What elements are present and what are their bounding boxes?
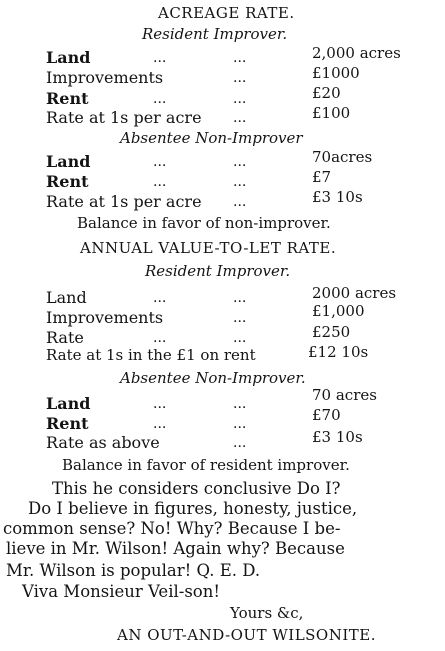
row-leader: ... [233,70,247,86]
row-leader: ... [233,310,247,326]
row-label: Land [46,152,91,171]
closing-line: lieve in Mr. Wilson! Again why? Because [6,539,345,558]
balance-note: Balance in favor of resident improver. [62,456,350,474]
row-leader: ... [153,416,167,432]
row-value: £1000 [312,64,360,82]
row-label: Improvements [46,68,164,87]
row-leader: ... [233,330,247,346]
closing-line: Mr. Wilson is popular! Q. E. D. [6,561,261,580]
row-value: £70 [312,406,341,424]
row-leader: ... [233,154,247,170]
row-label: Rent [46,89,89,108]
row-label: Land [46,288,87,307]
row-value: 2000 acres [312,284,397,302]
row-label: Rate at 1s per acre [46,108,202,127]
row-value: £250 [312,323,351,341]
heading-annual-value: ANNUAL VALUE-TO-LET RATE. [80,239,337,257]
closing-line: Do I believe in figures, honesty, justice, [28,499,358,518]
row-label: Rate as above [46,433,160,452]
row-leader: ... [153,174,167,190]
row-leader: ... [153,396,167,412]
row-value: £100 [312,104,351,122]
row-leader: ... [153,290,167,306]
row-value: 70 acres [312,386,377,404]
row-leader: ... [233,290,247,306]
row-value: 70acres [312,148,373,166]
closing-line: common sense? No! Why? Because I be- [3,519,341,538]
row-leader: ... [233,435,247,451]
row-label: Improvements [46,308,164,327]
closing-line: Viva Monsieur Veil-son! [22,582,220,601]
row-value: £1,000 [312,302,365,320]
section-subtitle: Absentee Non-Improver. [120,369,306,387]
row-label: Land [46,48,91,67]
row-leader: ... [233,91,247,107]
row-leader: ... [233,396,247,412]
section-subtitle: Absentee Non-Improver [120,129,303,147]
row-label: Rent [46,172,89,191]
row-leader: ... [153,91,167,107]
closing-line: This he considers conclusive Do I? [52,479,341,498]
row-value: £3 10s [312,188,363,206]
row-leader: ... [233,110,247,126]
row-label: Rent [46,414,89,433]
row-leader: ... [233,174,247,190]
balance-note: Balance in favor of non-improver. [77,214,331,232]
row-label: Land [46,394,91,413]
heading-acreage-rate: ACREAGE RATE. [158,4,295,22]
signature: AN OUT-AND-OUT WILSONITE. [117,626,376,644]
row-value: £3 10s [312,428,363,446]
row-value: £12 10s [308,343,369,361]
row-leader: ... [233,50,247,66]
section-subtitle: Resident Improver. [142,25,288,43]
row-label: Rate at 1s per acre [46,192,202,211]
row-value: £7 [312,168,332,186]
row-leader: ... [153,50,167,66]
row-leader: ... [233,416,247,432]
row-value: £20 [312,84,341,102]
yours-line: Yours &c, [230,604,304,622]
row-label: Rate at 1s in the £1 on rent [46,346,256,364]
section-subtitle: Resident Improver. [145,262,291,280]
row-label: Rate [46,328,84,347]
row-leader: ... [153,330,167,346]
row-value: 2,000 acres [312,44,401,62]
row-leader: ... [153,154,167,170]
row-leader: ... [233,194,247,210]
